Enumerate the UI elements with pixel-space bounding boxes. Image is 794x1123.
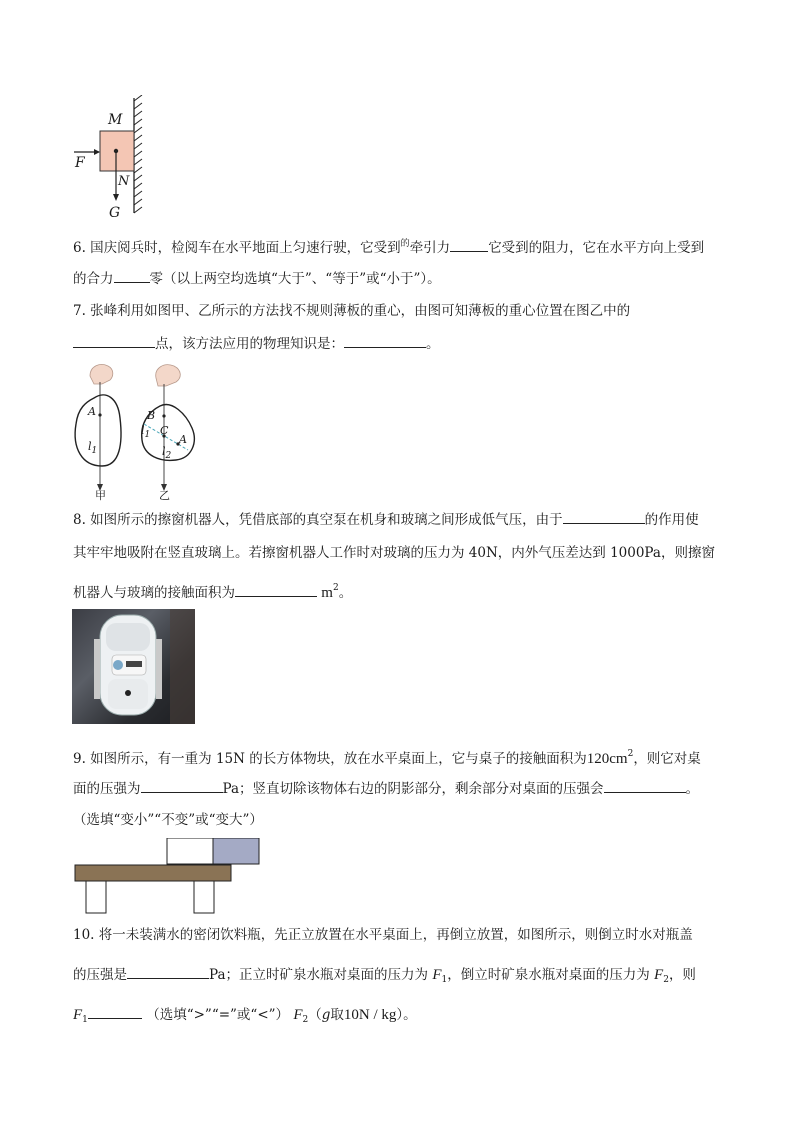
q8-line3: 机器人与玻璃的接触面积为 $m^2$。 xyxy=(73,583,353,601)
label-l1-yi: $l_1$ xyxy=(141,424,151,440)
q9-blank-1[interactable] xyxy=(141,778,223,793)
q7-line2: 点，该方法应用的物理知识是： 。 xyxy=(73,333,440,354)
q7-line1: 7. 张峰利用如图甲、乙所示的方法找不规则薄板的重心，由图可知薄板的重心位置在图乙中的 xyxy=(73,303,631,319)
label-B: B xyxy=(147,409,156,422)
table-leg-left xyxy=(86,881,106,913)
label-F: F xyxy=(75,155,85,171)
label-yi: 乙 xyxy=(159,489,170,502)
q6-line2: 的合力 零（以上两空均选填“大于”、“等于”或“小于”）。 xyxy=(73,268,441,289)
q8-line1: 8. 如图所示的擦窗机器人，凭借底部的真空泵在机身和玻璃之间形成低气压，由于 的作用使 xyxy=(73,509,699,530)
q10-line1: 10. 将一未装满水的密闭饮料瓶，先正立放置在水平桌面上，再倒立放置，如图所示，则倒立时水对瓶盖 xyxy=(73,927,693,943)
q8-blank-2[interactable] xyxy=(235,582,317,597)
q8-line2: 其牢牢地吸附在竖直玻璃上。若擦窗机器人工作时对玻璃的压力为 40N，内外气压差达到 1000Pa，则擦窗 xyxy=(73,545,715,561)
window-robot-photo xyxy=(72,609,195,724)
q10-blank-1[interactable] xyxy=(127,964,209,979)
label-l2: $l_2$ xyxy=(162,445,172,461)
label-G: G xyxy=(109,205,121,221)
q9-line2: 面的压强为 Pa；竖直切除该物体右边的阴影部分，剩余部分对桌面的压强会 。 xyxy=(73,778,699,799)
q10-line3: $F_1$ （选填“>”“=”或“<”） $F_2(g$取10N / kg）。 xyxy=(73,1004,417,1030)
q10-blank-2[interactable] xyxy=(88,1004,142,1019)
block-shaded xyxy=(213,838,259,864)
robot-illustration xyxy=(72,609,195,724)
block-remaining xyxy=(167,838,213,864)
label-C: C xyxy=(160,424,169,437)
label-jia: 甲 xyxy=(95,489,106,502)
q9-blank-2[interactable] xyxy=(604,778,686,793)
label-N: N xyxy=(118,174,130,189)
label-A-yi: A xyxy=(179,433,187,446)
q6-line1: 6. 国庆阅兵时，检阅车在水平地面上匀速行驶，它受到$^的$牵引力 它受到的阻力，它在水平方向上受到 xyxy=(73,239,705,256)
label-M: M xyxy=(108,112,123,128)
q6-blank-2[interactable] xyxy=(114,268,150,283)
q10-line2: 的压强是 Pa；正立时矿泉水瓶对桌面的压力为 $F_1$，倒立时矿泉水瓶对桌面的压力为 $F_2$，则 xyxy=(73,964,696,990)
table-leg-right xyxy=(194,881,214,913)
q7-blank-1[interactable] xyxy=(73,333,155,348)
q8-blank-1[interactable] xyxy=(563,509,645,524)
label-A-jia: A xyxy=(88,405,96,418)
label-l1-jia: $l_1$ xyxy=(88,440,98,456)
q9-line1: 9. 如图所示，有一重为 15N 的长方体物块，放在水平桌面上，它与桌子的接触面积为$120cm^2$，则它对桌 xyxy=(73,749,701,767)
q9-line3: （选填“变小”“不变”或“变大”） xyxy=(73,812,263,828)
tabletop xyxy=(75,865,231,881)
table-block-figure xyxy=(73,838,263,916)
q7-blank-2[interactable] xyxy=(344,333,426,348)
gravity-center-figure xyxy=(68,358,208,506)
q6-blank-1[interactable] xyxy=(450,237,488,252)
